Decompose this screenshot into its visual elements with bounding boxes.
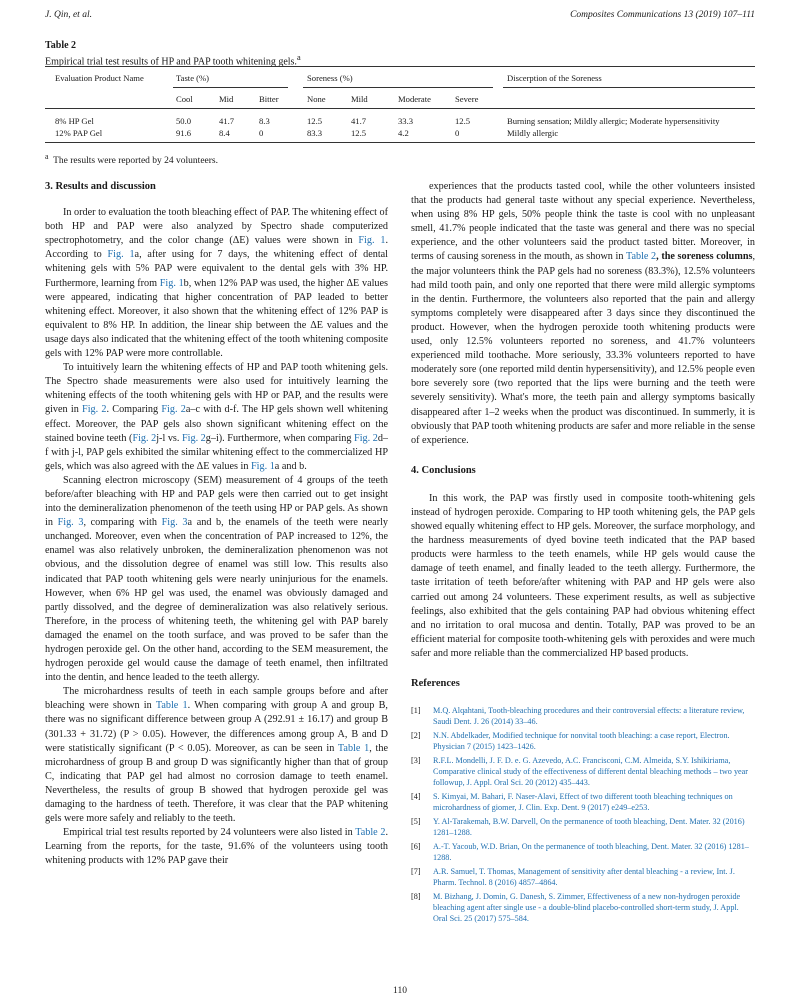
text-segment: Empirical trial test results reported by 24 volunteers were also listed in bbox=[63, 827, 356, 839]
text-segment: g–i). Furthermore, when comparing bbox=[205, 432, 355, 444]
table-cell: 41.7 bbox=[351, 116, 367, 126]
text-segment: . Learning from the reports, for the taste, 91.6% of the volunteers using tooth whitening products with 12% PAP gave their bbox=[45, 827, 388, 867]
reference-item bbox=[411, 891, 755, 924]
table-cell: 8.3 bbox=[259, 116, 270, 126]
results-heading: 3. Results and discussion bbox=[45, 181, 156, 192]
header-soreness: Soreness (%) bbox=[307, 73, 353, 83]
reference-number: [1] bbox=[411, 706, 421, 716]
header-journal: Composites Communications 13 (2019) 107–111 bbox=[570, 10, 755, 20]
table-cell: 8.4 bbox=[219, 128, 230, 138]
text-segment: . According to bbox=[45, 235, 388, 261]
reference-item bbox=[411, 755, 755, 788]
text-segment: a–c with d-f. The HP gels shown well whitening effect. Moreover, the PAP gels also shown significant whitening effect on the stained bovine teeth ( bbox=[45, 404, 388, 444]
taste-span-rule bbox=[173, 87, 288, 88]
reference-item bbox=[411, 705, 755, 727]
header-taste: Taste (%) bbox=[176, 73, 210, 83]
cross-reference-link[interactable]: Table 2 bbox=[625, 251, 657, 263]
table-footnote-text: The results were reported by 24 volunteers. bbox=[53, 156, 218, 167]
cross-reference-link[interactable]: Table 2 bbox=[355, 827, 386, 839]
text-segment: . Comparing bbox=[106, 404, 162, 416]
references-heading: References bbox=[411, 678, 460, 689]
page-number: 110 bbox=[393, 986, 407, 996]
results-paragraph-3 bbox=[45, 474, 388, 685]
text-segment: , comparing with bbox=[83, 517, 162, 529]
reference-item bbox=[411, 791, 755, 813]
soreness-span-rule bbox=[303, 87, 493, 88]
table-cell: 0 bbox=[455, 128, 460, 138]
header-description: Discerption of the Soreness bbox=[507, 73, 602, 83]
text-segment: The microhardness results of teeth in each sample groups before and after bleaching were shown in bbox=[45, 686, 388, 712]
cross-reference-link[interactable]: Fig. 2 bbox=[161, 404, 186, 416]
header-authors: J. Qin, et al. bbox=[45, 10, 92, 20]
running-header bbox=[45, 10, 755, 24]
subheader-severe: Severe bbox=[455, 94, 479, 104]
reference-link[interactable]: R.F.L. Mondelli, J. F. D. e. G. Azevedo, A.C. Francisconi, C.M. Almeida, S.Y. Ishikiriama, Comparative clinical study of the effectiveness of different dental bleaching methods – two year followup, J. Appl. Oral Sci. 20 (2012) 435–443. bbox=[433, 756, 749, 788]
results-paragraph-2 bbox=[45, 361, 388, 474]
text-segment: To intuitively learn the whitening effects of HP and PAP tooth whitening gels. The Spectro shade measurements were also used for intuitively learning the whitening effects of the tooth whitening gels with HP or PAP, and the results were given in bbox=[45, 362, 388, 416]
reference-link[interactable]: Y. Al-Tarakemah, B.W. Darvell, On the permanence of tooth bleaching, Dent. Mater. 32 (2016) 1281–1288. bbox=[433, 817, 745, 838]
reference-number: [8] bbox=[411, 892, 421, 902]
results-paragraph-5 bbox=[45, 826, 388, 868]
table-cell: 4.2 bbox=[398, 128, 409, 138]
discussion-paragraph-1 bbox=[411, 180, 755, 448]
text-segment: , the microhardness of group B and group D was significantly higher than that of group C, indicating that PAP gel had almost no corrosion damage to teeth enamel. Nevertheless, the results of group B showed that hydrogen peroxide gel was damaging to the hardness of teeth. Therefore, it was clear that the PAP whitening gels were more safely and reliably to the teeth. bbox=[45, 742, 389, 825]
text-segment: b, when 12% PAP was used, the higher ΔE values were appeared, indicating that higher concentration of PAP leaded to better whitening effect. Moreover, it also shown that the whitening effect of 12% PAP is equivalent to 8% HP. In addition, the linear ship between the ΔE values and the usage days also indicated that the whitening effect of the tooth whitening composite gels with 12% PAP were more controllable. bbox=[45, 277, 389, 360]
subheader-mid: Mid bbox=[219, 94, 234, 104]
table-top-rule bbox=[45, 66, 755, 67]
description-span-rule bbox=[503, 87, 755, 88]
reference-item bbox=[411, 816, 755, 838]
table-caption-footnote-mark: a bbox=[296, 53, 301, 62]
table-cell: 12.5 bbox=[455, 116, 471, 126]
cross-reference-link[interactable]: Fig. 1 bbox=[107, 249, 135, 261]
text-segment: . When comparing with group A and group B, there was no significant difference between group A (292.91 ± 16.17) and group B (301.33 + 31.72) (P > 0.05). However, the differences among group A, B and D were statistically significant (P < 0.05). Moreover, as can be seen in bbox=[45, 700, 388, 754]
reference-number: [5] bbox=[411, 817, 421, 827]
reference-link[interactable]: A.R. Samuel, T. Thomas, Management of sensitivity after dental bleaching - a review, Int. J. Pharm. Technol. 8 (2016) 4857–4864. bbox=[433, 867, 735, 888]
cross-reference-link[interactable]: Fig. 2 bbox=[181, 432, 206, 444]
left-column bbox=[45, 180, 388, 869]
cross-reference-link[interactable]: Table 1 bbox=[337, 742, 370, 754]
reference-link[interactable]: S. Kimyai, M. Bahari, F. Naser-Alavi, Effect of two different tooth bleaching techniques on microhardness of giomer, J. Clin. Exp. Dent. 9 (2017) e249–e253. bbox=[433, 792, 733, 813]
table-caption-text: Empirical trial test results of HP and PAP tooth whitening gels. bbox=[45, 56, 297, 68]
right-column bbox=[411, 180, 755, 927]
cross-reference-link[interactable]: Table 1 bbox=[155, 700, 188, 712]
text-segment: , the major volunteers think the PAP gels had no soreness (83.3%), 12.5% volunteers had mild tooth pain, and only one reported that there were mild allergic symptoms in the dentin. Furthermore, the volunteers also reported that the pain and allergy symptoms completely were disappeared after 3 days since they discontinued the product. However, when the hydrogen peroxide tooth whitening products were used, only 12.5% volunteers reported no soreness, and 41.7% volunteers experienced mild toothache. More seriously, 33.3% volunteers reported to have moderately sore (one reported mild dentin hypersensitivity), and 12.5% people even bore severely sore (two reported that the lips were burning and the teeth were severely sensitivity). What's more, the teeth pain and allergy symptoms basically disappeared after 1–2 weeks when the product was discontinued. In summerly, it is obviously that PAP tooth whitening products are safer and more reliable in the sense of experience. bbox=[411, 251, 756, 446]
reference-link[interactable]: N.N. Abdelkader, Modified technique for nonvital tooth bleaching: a case report, Electron. Physician 7 (2015) 1423–1426. bbox=[433, 731, 730, 752]
text-segment: Scanning electron microscopy (SEM) measurement of 4 groups of the teeth before/after bleaching with HP and PAP gels were then carried out to get insight into the demineralization phenomenon of the teeth using HP or PAP gels. As shown in bbox=[45, 474, 388, 529]
results-paragraph-4 bbox=[45, 685, 388, 826]
reference-link[interactable]: M. Bizhang, J. Domin, G. Danesh, S. Zimmer, Effectiveness of a new non-hydrogen peroxide bleaching agent after single use - a double-blind placebo-controlled short-term study, J. Appl. Oral Sci. 25 (2017) 575–584. bbox=[433, 892, 741, 924]
cross-reference-link[interactable]: Fig. 3 bbox=[57, 517, 84, 529]
table-mid-rule bbox=[45, 108, 755, 109]
reference-number: [2] bbox=[411, 731, 421, 741]
table-caption bbox=[45, 40, 301, 68]
subheader-moderate: Moderate bbox=[398, 94, 431, 104]
cross-reference-link[interactable]: Fig. 2 bbox=[82, 404, 107, 416]
subheader-mild: Mild bbox=[351, 94, 368, 104]
row-product-name: 12% PAP Gel bbox=[55, 128, 103, 138]
subheader-cool: Cool bbox=[176, 94, 193, 104]
subheader-none: None bbox=[307, 94, 326, 104]
reference-item bbox=[411, 730, 755, 752]
conclusions-paragraph: In this work, the PAP was firstly used in composite tooth-whitening gels instead of hydrogen peroxide. Comparing to HP tooth whitening gels, the PAP gels showed equally whitening effect to HP gels. Moreover, the surface morphology, and the hardness measurements of dyed bovine teeth indicated that the PAP based products were harmless to the teeth enamels, while HP gels would cause the damage of teeth enamel, and finally leaded to the teeth allergy. Furthermore, the taste irritation of teeth before/after whitening with PAP and HP gels were also carried out among 24 volunteers. These experiment results, as well as subjective feelings, also exhibited that the gels containing PAP had obvious whitening effect and no irritation to oral mucosa and dentin. Totally, PAP was proved to be an efficient material for composite tooth-whitening gels with peroxides and were much safer and more reliable than the commercialized HP based products. bbox=[411, 492, 755, 659]
reference-number: [3] bbox=[411, 756, 421, 766]
table-bottom-rule bbox=[45, 142, 755, 143]
text-segment: a and b. bbox=[274, 460, 307, 472]
text-segment: j-l vs. bbox=[156, 432, 182, 444]
subheader-bitter: Bitter bbox=[259, 94, 279, 104]
cross-reference-link[interactable]: Fig. 1 bbox=[159, 277, 184, 289]
cross-reference-link[interactable]: Fig. 2 bbox=[132, 432, 157, 444]
cross-reference-link[interactable]: Fig. 1 bbox=[251, 460, 275, 472]
row-description: Burning sensation; Mildly allergic; Moderate hypersensitivity bbox=[507, 116, 720, 126]
table-cell: 0 bbox=[259, 128, 264, 138]
reference-item bbox=[411, 866, 755, 888]
reference-number: [4] bbox=[411, 792, 421, 802]
text-segment: experiences that the products tasted cool, while the other volunteers insisted that the products had general taste without any special experience. Nevertheless, when using 8% HP gels, 50% people think the taste is cool with no unpleasant smell, 41.7% people indicated that the taste was general and there was no special experience, and the other volunteers said the product tasted bitter. Moreover, in terms of causing soreness in the mouth, as shown in bbox=[411, 181, 755, 263]
table-cell: 12.5 bbox=[307, 116, 323, 126]
reference-number: [6] bbox=[411, 842, 421, 852]
table-cell: 12.5 bbox=[351, 128, 367, 138]
results-paragraph-1 bbox=[45, 206, 388, 361]
reference-item bbox=[411, 841, 755, 863]
cross-reference-link[interactable]: Fig. 3 bbox=[161, 517, 188, 529]
table-cell: 91.6 bbox=[176, 128, 192, 138]
reference-link[interactable]: A.-T. Yacoub, W.D. Brian, On the permanence of tooth bleaching, Dent. Mater. 32 (2016) 1281–1288. bbox=[433, 842, 749, 863]
conclusions-heading: 4. Conclusions bbox=[411, 464, 476, 476]
row-product-name: 8% HP Gel bbox=[55, 116, 94, 126]
table-footnote bbox=[45, 152, 218, 166]
reference-number: [7] bbox=[411, 867, 421, 877]
table-cell: 50.0 bbox=[176, 116, 192, 126]
text-segment: , the soreness columns bbox=[656, 251, 753, 263]
text-segment: In order to evaluation the tooth bleaching effect of PAP. The whitening effect of both HP and PAP were also analyzed by Spectro shade computerized spectrophotometry, and the color change (ΔE) values were shown in bbox=[45, 207, 388, 247]
table-footnote-mark: a bbox=[45, 152, 49, 161]
table-cell: 41.7 bbox=[219, 116, 235, 126]
table-label: Table 2 bbox=[45, 40, 77, 51]
row-description: Mildly allergic bbox=[507, 128, 559, 138]
table-cell: 33.3 bbox=[398, 116, 414, 126]
cross-reference-link[interactable]: Fig. 1 bbox=[358, 235, 386, 247]
reference-list bbox=[411, 705, 755, 924]
text-segment: a and b, the enamels of the teeth were nearly unchanged. Moreover, even when the concentration of PAP increased to 12%, the enamel was also relatively unbroken, the demineralization phenomenon was not obvious, and the dissolution degree of enamel was still low. This results also indicated that PAP tooth whitening gels were nearly uninjurious for the enamels. However, when 6% HP gel was used, the enamel was obviously damaged and partly dissolved, and the degree of demineralization was also relatively serious. Therefore, in the process of whitening teeth, the whitening gel with PAP barely damaged the enamel on the tooth surface, and was proved to be safer than the hydrogen peroxide gel. On the other hand, according to the SEM measurement, the hydrogen peroxide gel would cause the damage of teeth enamel, then infiltrated into the dentin, and hence leaded to the teeth allergy. bbox=[45, 517, 389, 684]
cross-reference-link[interactable]: Fig. 2 bbox=[354, 432, 378, 444]
reference-link[interactable]: M.Q. Alqahtani, Tooth-bleaching procedures and their controversial effects: a literature review, Saudi Dent. J. 26 (2014) 33–46. bbox=[433, 706, 745, 727]
text-segment: d–f with j-l, PAP gels exhibited the similar whitening effect to the commercialized HP gels, which was also agreed with the ΔE values in bbox=[45, 432, 388, 472]
header-product: Evaluation Product Name bbox=[55, 73, 144, 83]
text-segment: a, after using for 7 days, the whitening effect of dental whitening gels with 5% PAP were equivalent to the dental gels with 3% HP. Furthermore, learning from bbox=[45, 249, 389, 289]
table-cell: 83.3 bbox=[307, 128, 323, 138]
